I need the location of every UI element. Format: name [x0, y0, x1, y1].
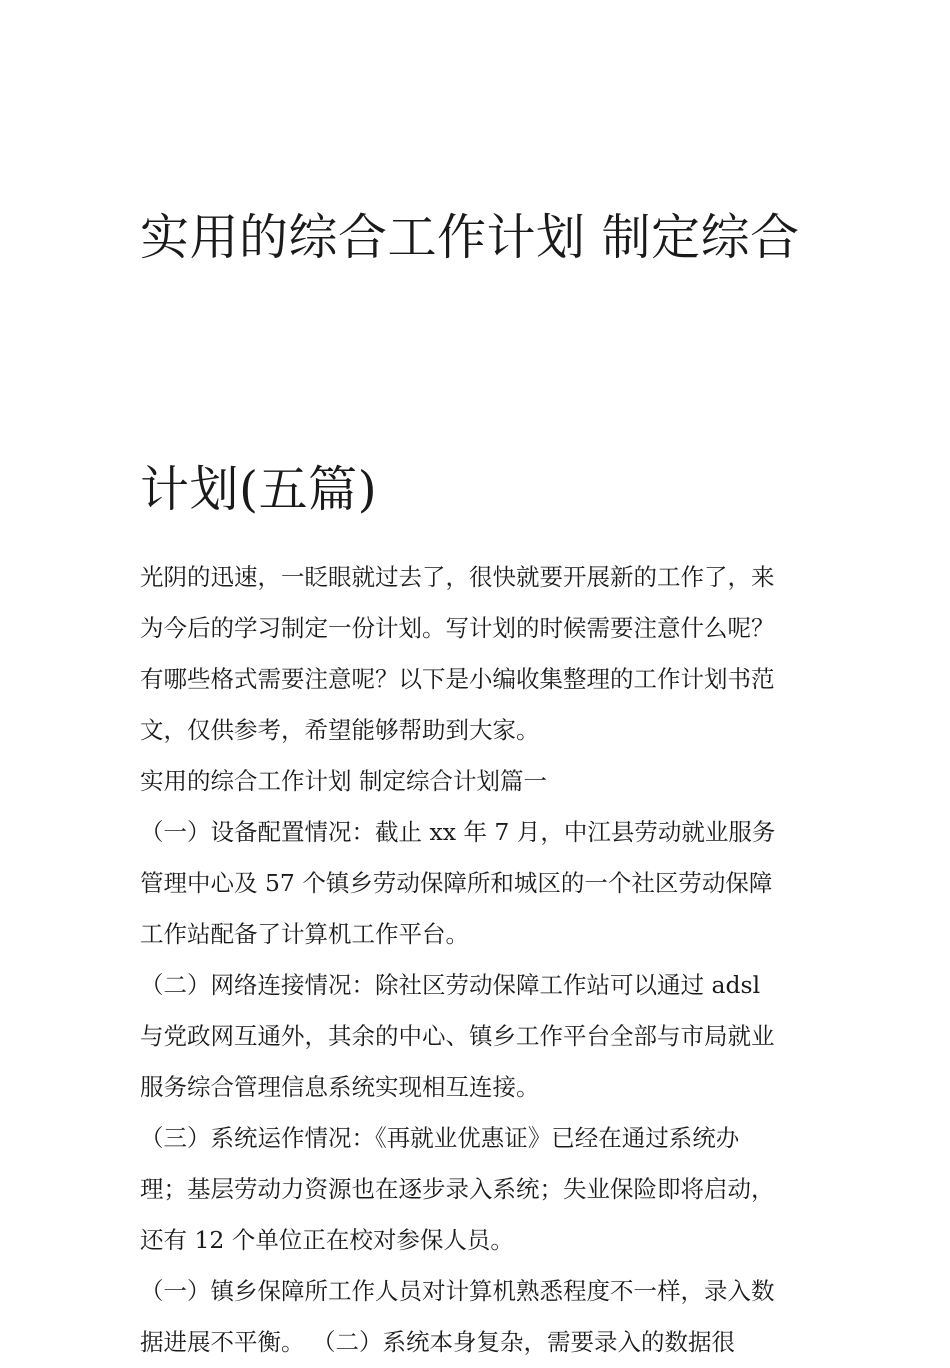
body-line: （二）网络连接情况：除社区劳动保障工作站可以通过 adsl	[140, 971, 761, 999]
document-body	[140, 552, 820, 1368]
title-line: 实用的综合工作计划 制定综合	[140, 209, 800, 266]
body-line: 光阴的迅速，一眨眼就过去了，很快就要开展新的工作了，来	[140, 563, 775, 591]
body-line: （三）系统运作情况：《再就业优惠证》已经在通过系统办	[140, 1124, 740, 1152]
title-spacer	[140, 532, 820, 552]
body-line: （一）设备配置情况：截止 xx 年 7 月，中江县劳动就业服务	[140, 818, 776, 846]
section-heading: 实用的综合工作计划 制定综合计划篇一	[140, 767, 547, 795]
document-page	[140, 112, 820, 1368]
body-line: 理；基层劳动力资源也在逐步录入系统；失业保险即将启动，	[140, 1175, 775, 1203]
body-line: 为今后的学习制定一份计划。写计划的时候需要注意什么呢？	[140, 614, 775, 642]
body-line: 据进展不平衡。 （二）系统本身复杂，需要录入的数据很	[140, 1328, 735, 1356]
body-line: （一）镇乡保障所工作人员对计算机熟悉程度不一样，录入数	[140, 1277, 775, 1305]
body-line: 管理中心及 57 个镇乡劳动保障所和城区的一个社区劳动保障	[140, 869, 773, 897]
document-title	[140, 112, 820, 532]
body-line: 有哪些格式需要注意呢？以下是小编收集整理的工作计划书范	[140, 665, 775, 693]
body-line: 与党政网互通外，其余的中心、镇乡工作平台全部与市局就业	[140, 1022, 775, 1050]
body-line: 工作站配备了计算机工作平台。	[140, 920, 469, 948]
body-line: 还有 12 个单位正在校对参保人员。	[140, 1226, 514, 1254]
title-line: 计划(五篇)	[140, 461, 378, 518]
body-line: 文，仅供参考，希望能够帮助到大家。	[140, 716, 540, 744]
body-line: 服务综合管理信息系统实现相互连接。	[140, 1073, 540, 1101]
